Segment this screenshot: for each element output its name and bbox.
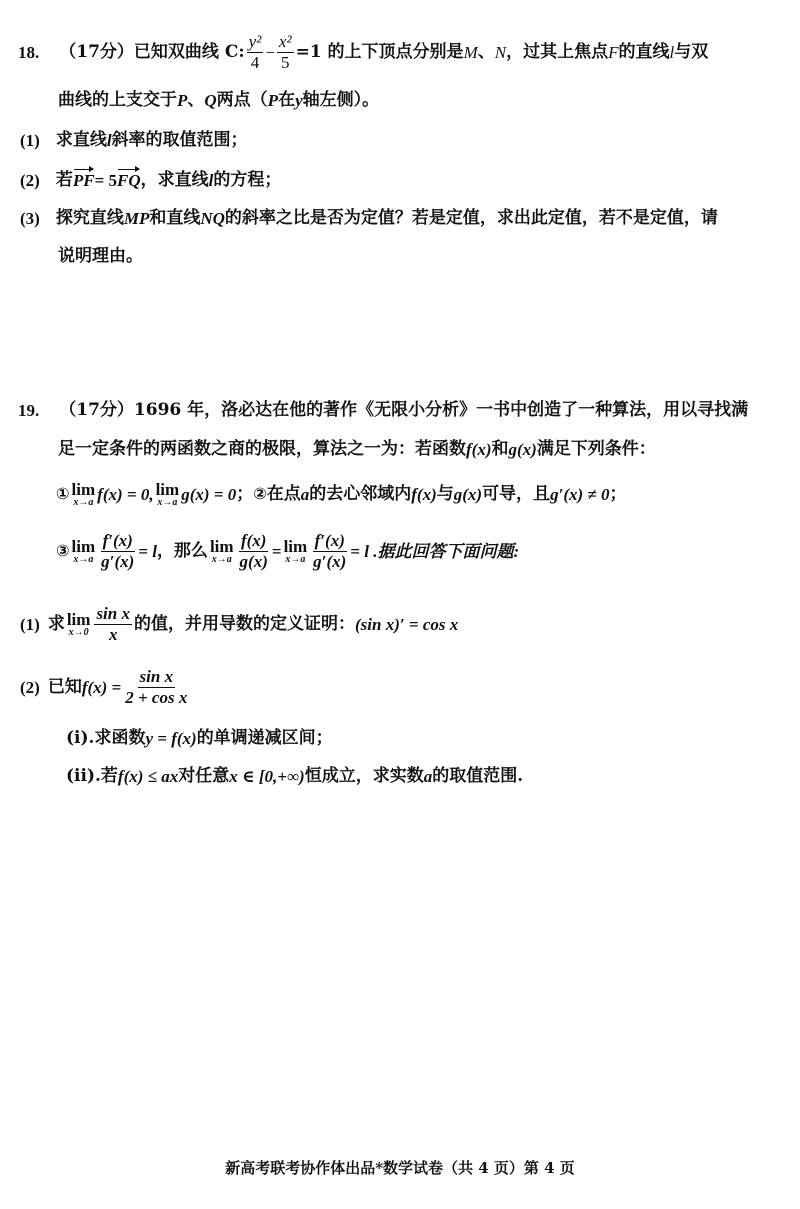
q18-line-2: 曲线的上支交于 P 、 Q 两点（ P 在 y 轴左侧）。 <box>58 89 380 110</box>
q18-text-b: =1 的上下顶点分别是 <box>295 41 464 62</box>
q18-part-2: (2) 若 PF = 5 FQ ，求直线 l 的方程； <box>20 169 282 190</box>
q18-text-e: 与双 <box>674 41 709 62</box>
limit-a: lim x→a <box>71 479 96 508</box>
q18-text-d: 的直线 <box>618 41 670 62</box>
limit-a: lim x→a <box>71 536 96 565</box>
q19-line-1: 19. （17分） 1696 年，洛必达在他的著作《无限小分析》一书中创造了一种算法，用以寻找满 <box>18 399 749 420</box>
q19-part-2: (2) 已知 f(x) = $\frac{\text{sin x}}{\text{2 + cos x}}$ <box>20 666 188 707</box>
q18-part-3-cont: 说明理由。 <box>58 245 143 266</box>
q18-score: （17分） <box>59 41 134 62</box>
q18-text-a: 已知双曲线 C: <box>133 41 245 62</box>
vector-pf: PF <box>72 170 95 190</box>
derivative-ratio: $\frac{f'(x)}{g'(x)}$ <box>101 530 135 571</box>
q19-subpart-ii: (ii). 若 f(x) ≤ ax 对任意 x ∈ [0,+∞) 恒成立，求实数 a 的取值范围. <box>66 765 524 786</box>
q19-condition-3: ③ lim x→a $\frac{f'(x)}{g'(x)}$ = l ，那么 lim x→a $\frac{f(x)}{g(x)}$ = lim x→a $\frac{f'(x)}{g'(x)}$ = l .据此回答下面问题: <box>56 530 520 571</box>
page-footer: 新高考联考协作体出品*数学试卷（共 4 页）第 4 页 <box>225 1158 575 1177</box>
q18-fraction-x: $\frac{\text{x²}}{5}$ <box>278 31 292 72</box>
derivative-ratio: $\frac{f'(x)}{g'(x)}$ <box>313 530 347 571</box>
function-ratio: $\frac{f(x)}{g(x)}$ <box>239 530 268 571</box>
fx-fraction: $\frac{\text{sin x}}{\text{2 + cos x}}$ <box>125 666 188 707</box>
q18-number: 18. <box>18 42 40 62</box>
q19-line-2: 足一定条件的两函数之商的极限，算法之一为：若函数 f(x) 和 g(x) 满足下列条件： <box>58 438 656 459</box>
limit-a: lim x→a <box>155 479 180 508</box>
limit-a: lim x→a <box>209 536 234 565</box>
q18-fraction-y: $\frac{\text{y²}}{4}$ <box>248 31 262 72</box>
vector-fq: FQ <box>117 170 141 190</box>
q19-subpart-i: (i). 求函数 y = f(x) 的单调递减区间； <box>66 727 333 748</box>
q19-part-1: (1) 求 lim x→0 $\frac{\text{sin x}}{x}$ 的值，并用导数的定义证明： (sin x)′ = cos x <box>20 603 459 644</box>
q19-number: 19. <box>18 400 40 420</box>
limit-a: lim x→a <box>283 536 308 565</box>
sinx-over-x: $\frac{\text{sin x}}{x}$ <box>96 603 130 644</box>
q18-part-1: (1) 求直线 l 斜率的取值范围； <box>20 129 248 150</box>
q18-text-c: ，过其上焦点 <box>506 41 609 62</box>
q18-part-3: (3) 探究直线 MP 和直线 NQ 的斜率之比是否为定值？若是定值，求出此定值，若不是定值，请 <box>20 207 718 228</box>
q18-line-1: 18. （17分） 已知双曲线 C: $\frac{\text{y²}}{4}$ − $\frac{\text{x²}}{5}$ =1 的上下顶点分别是 M 、 N ，过其上焦点 F 的直线 l 与双 <box>18 31 709 72</box>
q19-conditions-1-2: ① lim x→a f(x) = 0, lim x→a g(x) = 0 ； ② 在点 a 的去心邻域内 f(x) 与 g(x) 可导，且 g′(x) ≠ 0 ； <box>56 479 627 508</box>
limit-0: lim x→0 <box>66 609 91 638</box>
